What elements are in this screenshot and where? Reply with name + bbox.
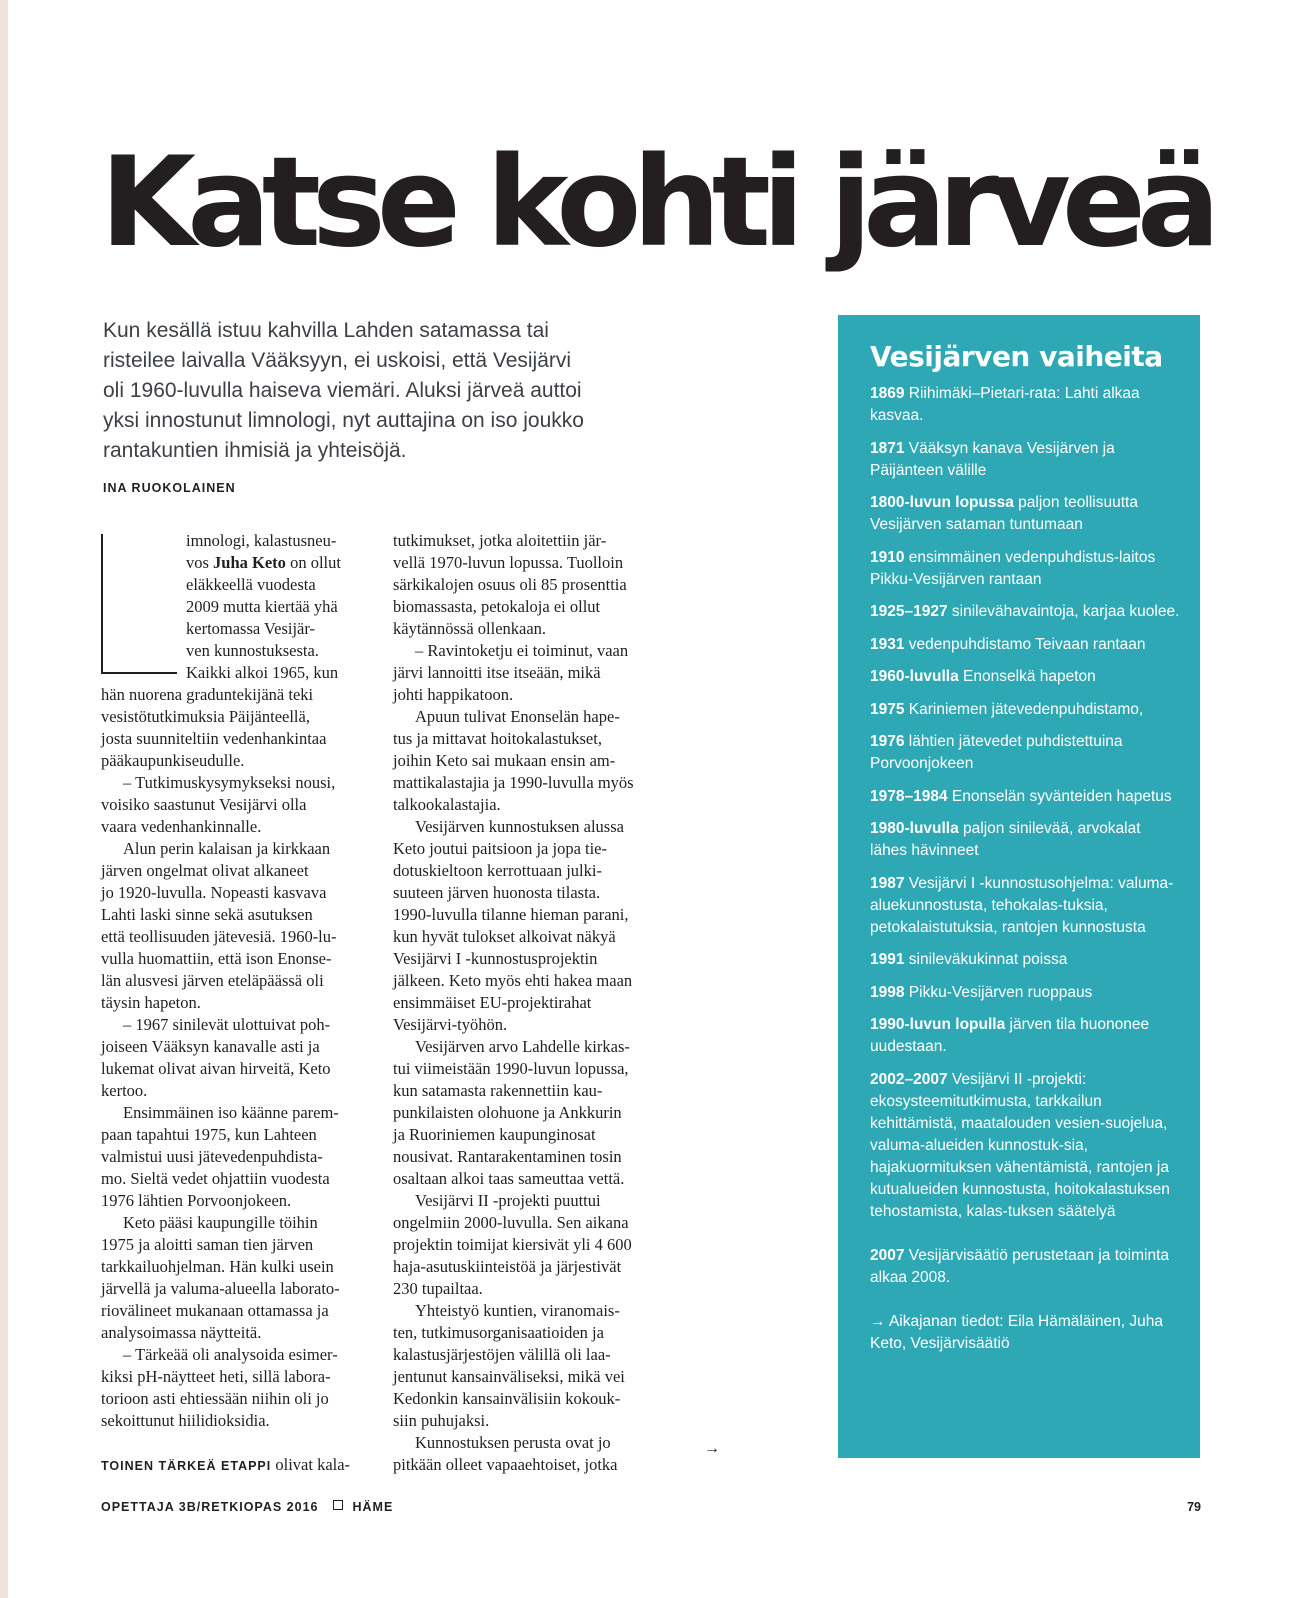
body-line: pitkään olleet vapaaehtoiset, jotka — [393, 1455, 618, 1474]
body-line: jentunut kansainväliseksi, mikä vei — [393, 1367, 625, 1386]
timeline-item — [870, 601, 1180, 623]
body-column-2 — [393, 530, 668, 1476]
page-edge-strip — [0, 0, 8, 1598]
timeline-item — [870, 786, 1180, 808]
person-name: Juha Keto — [213, 553, 286, 572]
body-line: tarkkailuohjelman. Hän kulki usein — [101, 1257, 334, 1276]
body-line: joihin Keto sai mukaan ensin am- — [393, 751, 616, 770]
timeline-text: paljon teollisuutta Vesijärven sataman tuntumaan — [870, 494, 1138, 533]
section-name: HÄME — [352, 1500, 394, 1514]
body-line: talkookalastajia. — [393, 795, 501, 814]
body-line: – Tärkeää oli analysoida esimer- — [123, 1345, 338, 1364]
article-lead — [103, 316, 623, 466]
body-line: vaara vedenhankinnalle. — [101, 817, 262, 836]
timeline-year: 1998 — [870, 983, 905, 1001]
timeline-text: Pikku-Vesijärven ruoppaus — [904, 983, 1093, 1001]
timeline-text: ensimmäinen vedenpuhdistus-laitos Pikku-Vesijärven rantaan — [870, 548, 1156, 588]
timeline-year: 2007 — [870, 1246, 905, 1264]
body-line: 1990-luvulla tilanne hieman parani, — [393, 905, 629, 924]
body-line: analysoimassa näytteitä. — [101, 1323, 262, 1342]
body-line: ven kunnostuksesta. — [186, 641, 319, 660]
body-line: tui viimeistään 1990-luvun lopussa, — [393, 1059, 629, 1078]
sidebar-title: Vesijärven vaiheita — [870, 340, 1163, 373]
timeline-year: 1871 — [870, 439, 905, 457]
body-line: kalastusjärjestöjen välillä oli laa- — [393, 1345, 611, 1364]
body-line: josta suunniteltiin vedenhankintaa — [101, 729, 327, 748]
blank-line — [101, 1432, 376, 1454]
body-line: län alusvesi järven eteläpäässä oli — [101, 971, 324, 990]
body-line: Keto pääsi kaupungille töihin — [123, 1213, 318, 1232]
body-line: joiseen Vääksyn kanavalle asti ja — [101, 1037, 320, 1056]
body-line: valmistui uusi jätevedenpuhdista- — [101, 1147, 323, 1166]
body-line: jo 1920-luvulla. Nopeasti kasvava — [101, 883, 327, 902]
timeline-text: Vesijärvi I -kunnostusohjelma: valuma-aluekunnostusta, tehokalas-tuksia, petokalaistutuksia, rantojen kunnostusta — [870, 874, 1174, 936]
lead-line: oli 1960-luvulla haiseva viemäri. Aluksi järveä auttoi — [103, 379, 582, 402]
timeline-item — [870, 1245, 1180, 1289]
body-line: Vesijärven kunnostuksen alussa — [415, 817, 624, 836]
body-line: imnologi, kalastusneu- — [186, 531, 337, 550]
body-line: Alun perin kalaisan ja kirkkaan — [123, 839, 331, 858]
timeline-item — [870, 818, 1180, 862]
body-line: vos Juha Keto on ollut — [186, 553, 341, 572]
body-line: mo. Sieltä vedet ohjattiin vuodesta — [101, 1169, 330, 1188]
timeline-year: 2002–2007 — [870, 1070, 948, 1088]
body-line: eläkkeellä vuodesta — [186, 575, 316, 594]
timeline-year: 1910 — [870, 548, 905, 566]
timeline-year: 1931 — [870, 635, 905, 653]
body-line: täysin hapeton. — [101, 993, 201, 1012]
body-line: vulla huomattiin, että ison Enonse- — [101, 949, 332, 968]
body-line: sekoittunut hiilidioksidia. — [101, 1411, 270, 1430]
body-line: 2009 mutta kiertää yhä — [186, 597, 338, 616]
timeline-year: 1925–1927 — [870, 603, 948, 620]
timeline-text: Vesijärvisäätiö perustetaan ja toiminta alkaa 2008. — [870, 1246, 1169, 1286]
lead-line: rantakuntien ihmisiä ja yhteisöjä. — [103, 439, 407, 462]
timeline-item — [870, 383, 1180, 427]
body-line: Kedonkin kansainvälisiin kokouk- — [393, 1389, 621, 1408]
body-line: TOINEN TÄRKEÄ ETAPPI olivat kala- — [101, 1455, 351, 1474]
page-footer — [101, 1500, 1201, 1514]
body-line: että teollisuuden jätevesiä. 1960-lu- — [101, 927, 337, 946]
body-line: vesistötutkimuksia Päijänteellä, — [101, 707, 310, 726]
body-line: punkilaisten olohuone ja Ankkurin — [393, 1103, 622, 1122]
body-line: osaltaan alkoi taas sameuttaa vettä. — [393, 1169, 625, 1188]
body-line: lukemat olivat aivan hirveitä, Keto — [101, 1059, 331, 1078]
timeline-item — [870, 982, 1180, 1004]
continue-arrow-icon: → — [704, 1440, 720, 1457]
body-line: voisiko saastunut Vesijärvi olla — [101, 795, 307, 814]
lead-line: Kun kesällä istuu kahvilla Lahden satamassa tai — [103, 319, 549, 342]
body-line: järven ongelmat olivat alkaneet — [101, 861, 309, 880]
timeline-text: sinileväkukinnat poissa — [904, 951, 1068, 968]
timeline-year: 1980-luvulla — [870, 820, 959, 837]
timeline-year: 1978–1984 — [870, 787, 948, 805]
timeline-text: Vääksyn kanava Vesijärven ja Päijänteen välille — [870, 439, 1115, 479]
body-line: tus ja mittavat hoitokalastukset, — [393, 729, 602, 748]
timeline-year: 1991 — [870, 951, 905, 968]
timeline-text: Enonselän syvänteiden hapetus — [947, 787, 1172, 805]
timeline-item — [870, 666, 1180, 688]
timeline-year: 1976 — [870, 733, 905, 750]
body-line: johti happikatoon. — [393, 685, 514, 704]
body-line: projektin toimijat kiersivät yli 4 600 — [393, 1235, 632, 1254]
body-line: mattikalastajia ja 1990-luvulla myös — [393, 773, 634, 792]
body-line: Kunnostuksen perusta ovat jo — [415, 1433, 611, 1452]
body-line: vellä 1970-luvun lopussa. Tuolloin — [393, 553, 624, 572]
body-line: Vesijärvi II -projekti puuttui — [415, 1191, 601, 1210]
body-line: ten, tutkimusorganisaatioiden ja — [393, 1323, 604, 1342]
timeline-year: 1987 — [870, 874, 905, 892]
publication-name: OPETTAJA 3B/RETKIOPAS 2016 — [101, 1500, 319, 1514]
body-line: – Ravintoketju ei toiminut, vaan — [415, 641, 629, 660]
timeline-text: paljon sinilevää, arvokalat lähes hävinneet — [870, 820, 1141, 859]
lead-line: yksi innostunut limnologi, nyt auttajina on iso joukko — [103, 409, 584, 432]
timeline-year: 1960-luvulla — [870, 668, 959, 685]
timeline-text: sinilevähavaintoja, karjaa kuolee. — [947, 603, 1180, 620]
timeline-item — [870, 1014, 1180, 1058]
body-line: pääkaupunkiseudulle. — [101, 751, 245, 770]
body-line: riovälineet mukanaan ottamassa ja — [101, 1301, 329, 1320]
body-line: Kaikki alkoi 1965, kun — [186, 663, 339, 682]
body-line: kertoo. — [101, 1081, 148, 1100]
body-line: paan tapahtui 1975, kun Lahteen — [101, 1125, 317, 1144]
timeline-year: 1869 — [870, 385, 905, 402]
body-line: ensimmäiset EU-projektirahat — [393, 993, 592, 1012]
body-line: Ensimmäinen iso käänne parem- — [123, 1103, 339, 1122]
body-line: nousivat. Rantarakentaminen tosin — [393, 1147, 622, 1166]
timeline-text: Kariniemen jätevedenpuhdistamo, — [904, 700, 1144, 718]
body-line: Yhteistyö kuntien, viranomais- — [415, 1301, 620, 1320]
timeline-item — [870, 949, 1180, 971]
body-line: kiksi pH-näytteet heti, sillä labora- — [101, 1367, 331, 1386]
timeline-text: Riihimäki–Pietari-rata: Lahti alkaa kasvaa. — [870, 385, 1140, 424]
body-line: ongelmiin 2000-luvulla. Sen aikana — [393, 1213, 629, 1232]
article-headline: Katse kohti järveä — [100, 131, 1212, 275]
body-line: kun hyvät tulokset alkoivat näkyä — [393, 927, 616, 946]
body-line: – 1967 sinilevät ulottuivat poh- — [123, 1015, 331, 1034]
body-line: haja-asutuskiinteistöä ja järjestivät — [393, 1257, 622, 1276]
body-line: särkikalojen osuus oli 85 prosenttia — [393, 575, 627, 594]
square-bullet-icon — [333, 1500, 343, 1510]
body-line: jälkeen. Keto myös ehti hakea maan — [393, 971, 633, 990]
timeline-year: 1800-luvun lopussa — [870, 494, 1014, 511]
body-line: kun satamasta rakennettiin kau- — [393, 1081, 603, 1100]
timeline-item — [870, 699, 1180, 721]
timeline-item — [870, 438, 1180, 482]
timeline-item — [870, 731, 1180, 775]
timeline-item — [870, 1069, 1180, 1223]
timeline-item — [870, 634, 1180, 656]
body-line: torioon asti ehtiessään niihin oli jo — [101, 1389, 329, 1408]
timeline-text: Vesijärvi II -projekti: ekosysteemitutkimusta, tarkkailun kehittämistä, maatalouden vesien-suojelua, valuma-alueiden kunnostuk-sia, hajakuormituksen vähentämistä, rantojen ja kutualueiden kunnostusta, hoitokalastuksen tehostamista, kalas-tuksen säätelyä — [870, 1070, 1170, 1220]
body-line: kertomassa Vesijär- — [186, 619, 316, 638]
body-column-1 — [101, 530, 376, 1476]
body-line: järvi lannoitti itse itseään, mikä — [393, 663, 601, 682]
body-line: 1976 lähtien Porvoonjokeen. — [101, 1191, 292, 1210]
lead-line: risteilee laivalla Vääksyyn, ei uskoisi, että Vesijärvi — [103, 349, 572, 372]
body-line: dotuskieltoon kerrottuaan julki- — [393, 861, 602, 880]
body-line: tutkimukset, jotka aloitettiin jär- — [393, 531, 607, 550]
body-line: 1975 ja aloitti saman tien järven — [101, 1235, 314, 1254]
body-line: Lahti laski sinne sekä asutuksen — [101, 905, 313, 924]
body-line: biomassasta, petokaloja ei ollut — [393, 597, 601, 616]
body-line: suuteen järven huonosta tilasta. — [393, 883, 601, 902]
subheading-run-in: TOINEN TÄRKEÄ ETAPPI — [101, 1459, 272, 1473]
body-line: ja Ruoriniemen kaupunginosat — [393, 1125, 596, 1144]
body-line: käytännössä ollenkaan. — [393, 619, 547, 638]
body-line: Vesijärven arvo Lahdelle kirkas- — [415, 1037, 630, 1056]
author-byline: INA RUOKOLAINEN — [103, 481, 236, 495]
timeline-text: järven tila huononee uudestaan. — [870, 1016, 1150, 1055]
timeline-item — [870, 492, 1180, 536]
timeline-sidebar — [838, 315, 1200, 1458]
timeline-year: 1990-luvun lopulla — [870, 1016, 1006, 1033]
timeline-text: vedenpuhdistamo Teivaan rantaan — [904, 635, 1146, 653]
timeline-item — [870, 547, 1180, 591]
body-line: Vesijärvi I -kunnostusprojektin — [393, 949, 598, 968]
body-line: Vesijärvi-työhön. — [393, 1015, 508, 1034]
page-number: 79 — [1187, 1500, 1201, 1514]
timeline-year: 1975 — [870, 700, 905, 718]
timeline-item — [870, 873, 1180, 939]
body-line: hän nuorena graduntekijänä teki — [101, 685, 314, 704]
timeline-text: lähtien jätevedet puhdistettuina Porvoonjokeen — [870, 733, 1123, 772]
body-line: Keto joutui paitsioon ja jopa tie- — [393, 839, 608, 858]
timeline-text: Enonselkä hapeton — [958, 668, 1096, 685]
body-line: järvellä ja valuma-alueella laborato- — [101, 1279, 340, 1298]
timeline-credit: → Aikajanan tiedot: Eila Hämäläinen, Juha Keto, Vesijärvisäätiö — [870, 1312, 1163, 1352]
body-line: – Tutkimuskysymykseksi nousi, — [123, 773, 336, 792]
body-line: Apuun tulivat Enonselän hape- — [415, 707, 620, 726]
body-line: siin puhujaksi. — [393, 1411, 490, 1430]
body-line: 230 tupailtaa. — [393, 1279, 483, 1298]
